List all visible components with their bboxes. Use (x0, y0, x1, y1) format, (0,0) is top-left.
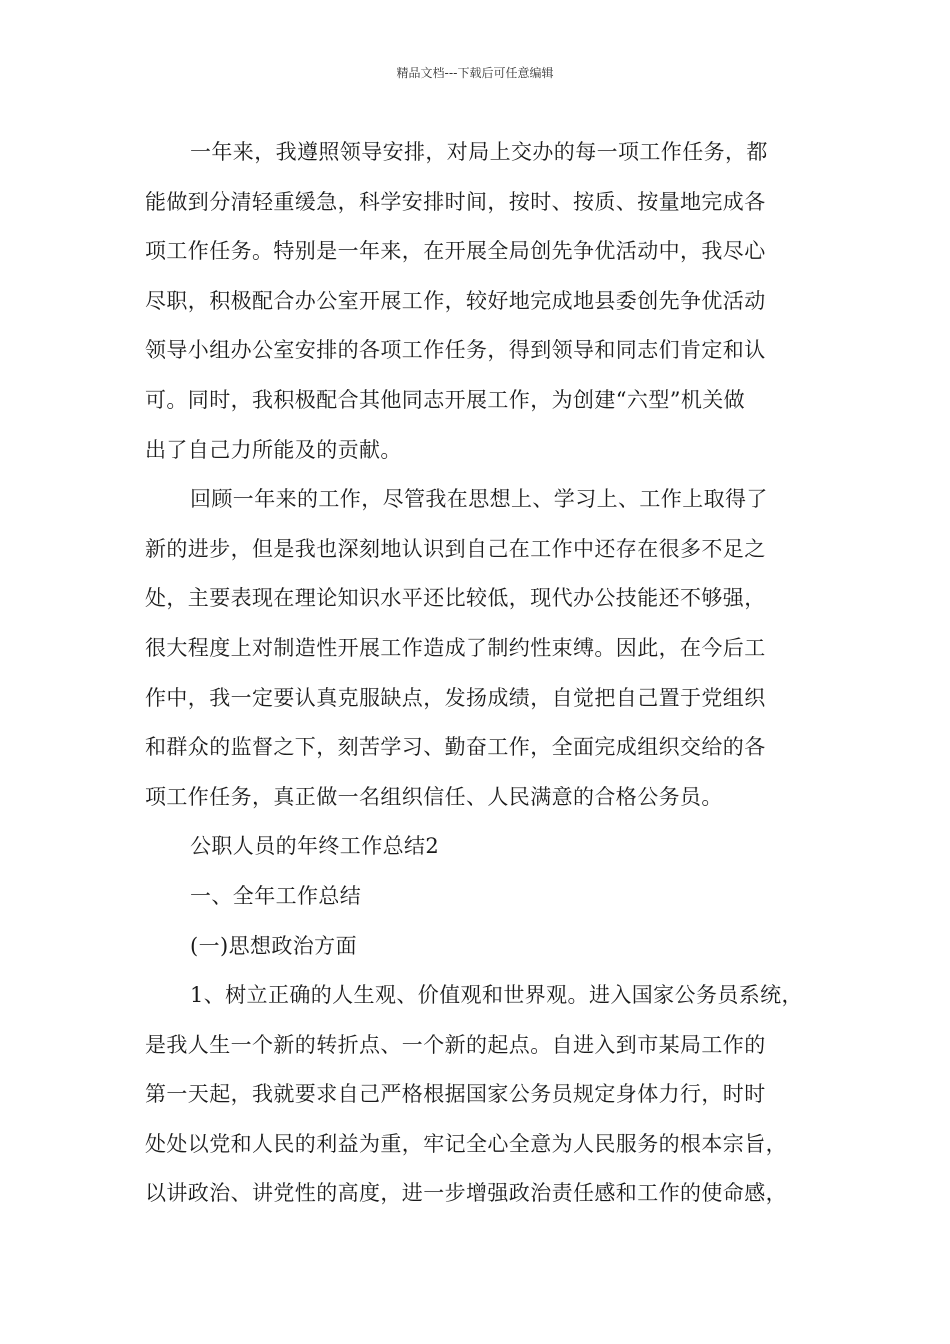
paragraph-2-line-4: 很大程度上对制造性开展工作造成了制约性束缚。因此，在今后工 (145, 635, 766, 660)
paragraph-1-line-5: 领导小组办公室安排的各项工作任务，得到领导和同志们肯定和认 (145, 338, 766, 363)
paragraph-3-line-2: 是我人生一个新的转折点、一个新的起点。自进入到市某局工作的 (145, 1032, 766, 1057)
paragraph-2-line-7: 项工作任务，真正做一名组织信任、人民满意的合格公务员。 (145, 784, 723, 809)
paragraph-2-line-5: 作中，我一定要认真克服缺点，发扬成绩，自觉把自己置于党组织 (145, 685, 766, 710)
paragraph-3-line-3: 第一天起，我就要求自己严格根据国家公务员规定身体力行，时时 (145, 1082, 766, 1107)
paragraph-2-line-1: 回顾一年来的工作，尽管我在思想上、学习上、工作上取得了 (190, 487, 768, 512)
paragraph-1-line-1: 一年来，我遵照领导安排，对局上交办的每一项工作任务，都 (190, 140, 768, 164)
paragraph-1-line-2: 能做到分清轻重缓急，科学安排时间，按时、按质、按量地完成各 (145, 189, 766, 214)
paragraph-3-line-5: 以讲政治、讲党性的高度，进一步增强政治责任感和工作的使命感， (145, 1181, 787, 1206)
section-title: 公职人员的年终工作总结2 (190, 834, 440, 859)
paragraph-2-line-3: 处，主要表现在理论知识水平还比较低，现代办公技能还不够强， (145, 586, 766, 611)
paragraph-2-line-2: 新的进步，但是我也深刻地认识到自己在工作中还存在很多不足之 (145, 536, 766, 561)
heading-level-2: (一)思想政治方面 (190, 933, 357, 958)
page-header: 精品文档---下载后可任意编辑 (396, 66, 554, 80)
paragraph-1-line-4: 尽职，积极配合办公室开展工作，较好地完成地县委创先争优活动 (145, 288, 766, 313)
paragraph-3-line-1: 1、树立正确的人生观、价值观和世界观。进入国家公务员系统， (190, 983, 803, 1008)
paragraph-1-line-6: 可。同时，我积极配合其他同志开展工作，为创建“六型”机关做 (145, 387, 746, 412)
paragraph-3-line-4: 处处以党和人民的利益为重，牢记全心全意为人民服务的根本宗旨， (145, 1131, 787, 1156)
heading-level-1: 一、全年工作总结 (190, 883, 362, 908)
paragraph-1-line-7: 出了自己力所能及的贡献。 (145, 437, 402, 462)
paragraph-1-line-3: 项工作任务。特别是一年来，在开展全局创先争优活动中，我尽心 (145, 239, 766, 264)
paragraph-2-line-6: 和群众的监督之下，刻苦学习、勤奋工作，全面完成组织交给的各 (145, 735, 766, 760)
document-body (145, 128, 810, 1219)
